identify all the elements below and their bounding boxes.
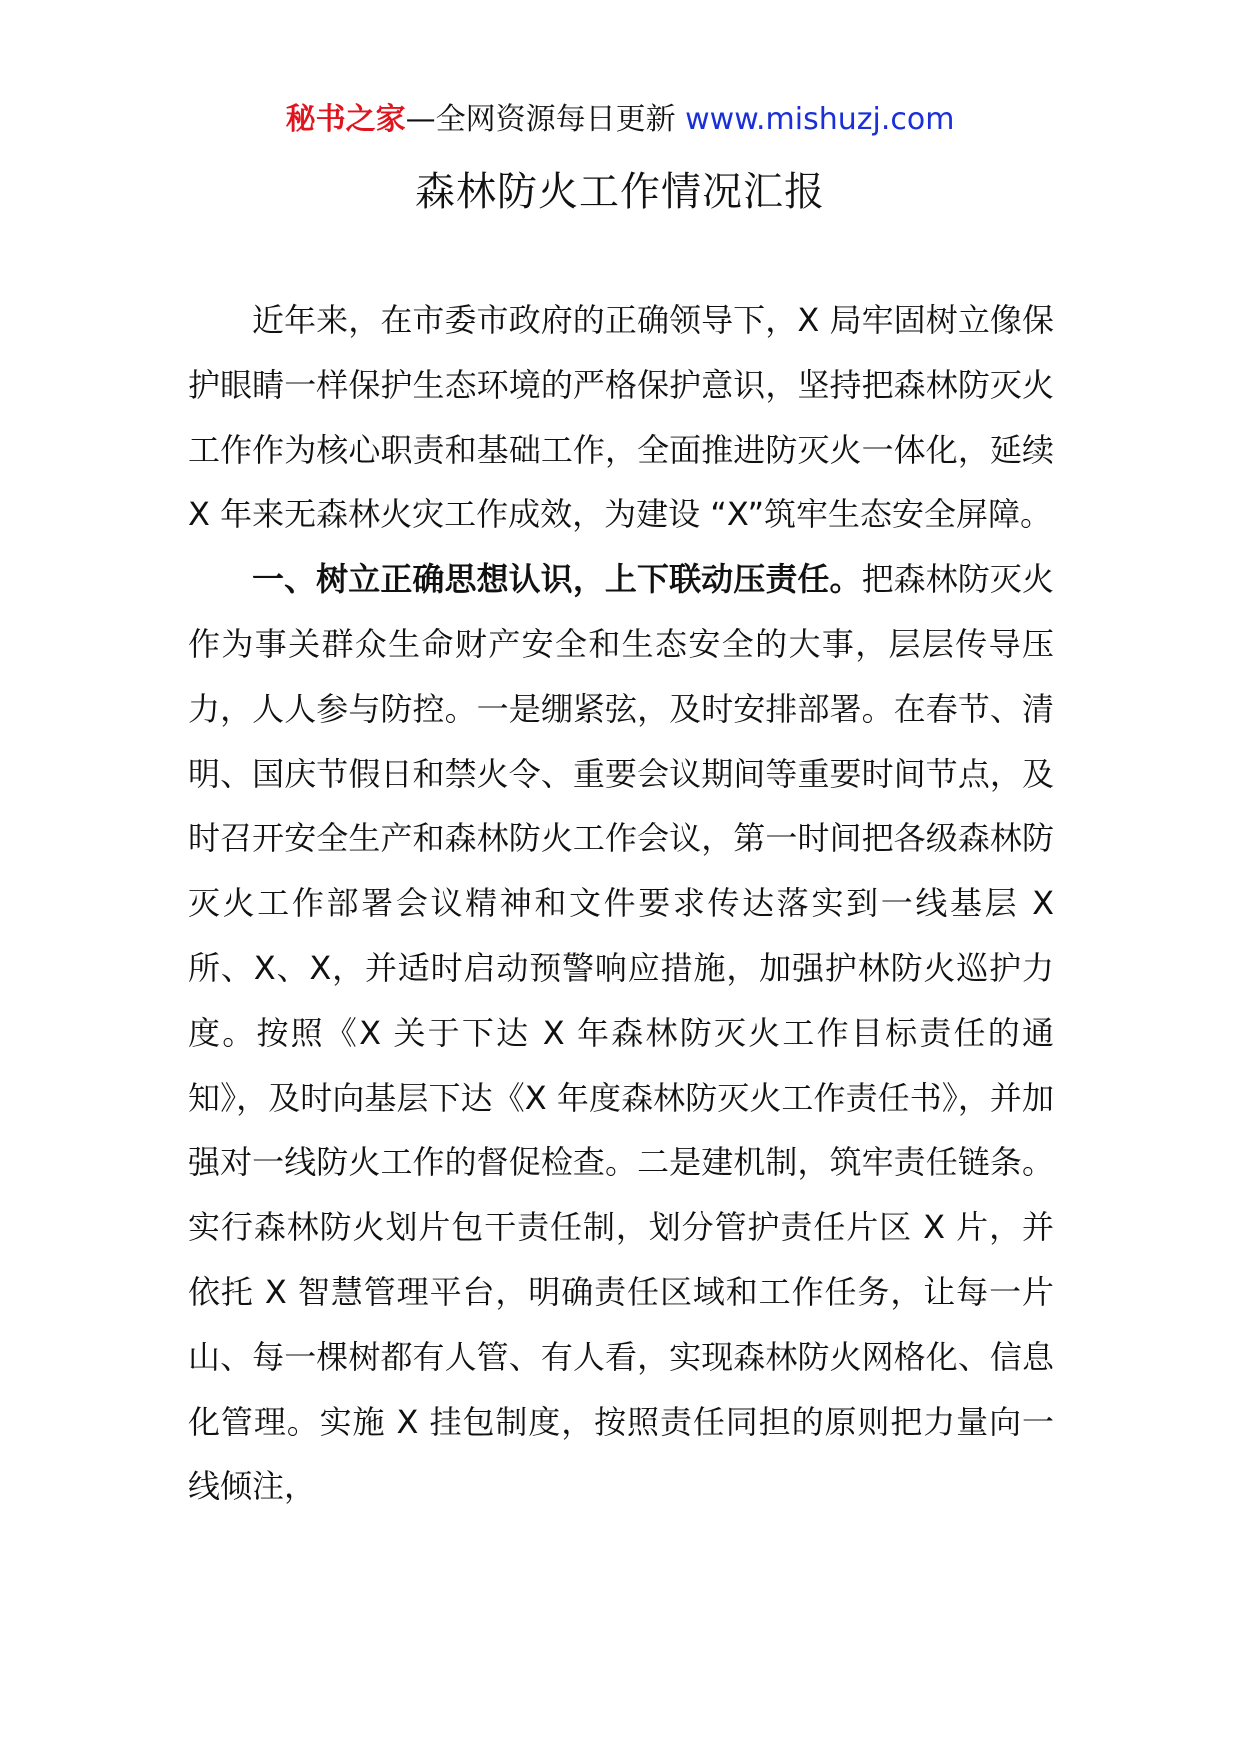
site-header — [0, 100, 1240, 140]
paragraph-intro — [188, 288, 1054, 547]
section-heading: 一、树立正确思想认识，上下联动压责任。 — [252, 560, 862, 599]
document-title: 森林防火工作情况汇报 — [415, 169, 825, 215]
paragraph-section-1 — [188, 547, 1054, 1519]
paragraph-text: 近年来，在市委市政府的正确领导下，X 局牢固树立像保护眼睛一样保护生态环境的严格保护意识，坚持把森林防灭火工作作为核心职责和基础工作，全面推进防灭火一体化，延续 X 年来无森林火灾工作成效，为建设 “X”筑牢生态安全屏障。 — [188, 301, 1054, 534]
site-brand: 秘书之家 — [285, 102, 406, 137]
site-url-link[interactable]: www.mishuzj.com — [685, 102, 955, 137]
document-body — [188, 288, 1054, 1519]
site-slogan: —全网资源每日更新 — [405, 102, 676, 137]
paragraph-text: 把森林防灭火作为事关群众生命财产安全和生态安全的大事，层层传导压力，人人参与防控。一是绷紧弦，及时安排部署。在春节、清明、国庆节假日和禁火令、重要会议期间等重要时间节点，及时召开安全生产和森林防火工作会议，第一时间把各级森林防灭火工作部署会议精神和文件要求传达落实到一线基层 X 所、X、X，并适时启动预警响应措施，加强护林防火巡护力度。按照《X 关于下达 X 年森林防灭火工作目标责任的通知》，及时向基层下达《X 年度森林防灭火工作责任书》，并加强对一线防火工作的督促检查。二是建机制，筑牢责任链条。实行森林防火划片包干责任制，划分管护责任片区 X 片，并依托 X 智慧管理平台，明确责任区域和工作任务，让每一片山、每一棵树都有人管、有人看，实现森林防火网格化、信息化管理。实施 X 挂包制度，按照责任同担的原则把力量向一线倾注， — [188, 560, 1054, 1506]
